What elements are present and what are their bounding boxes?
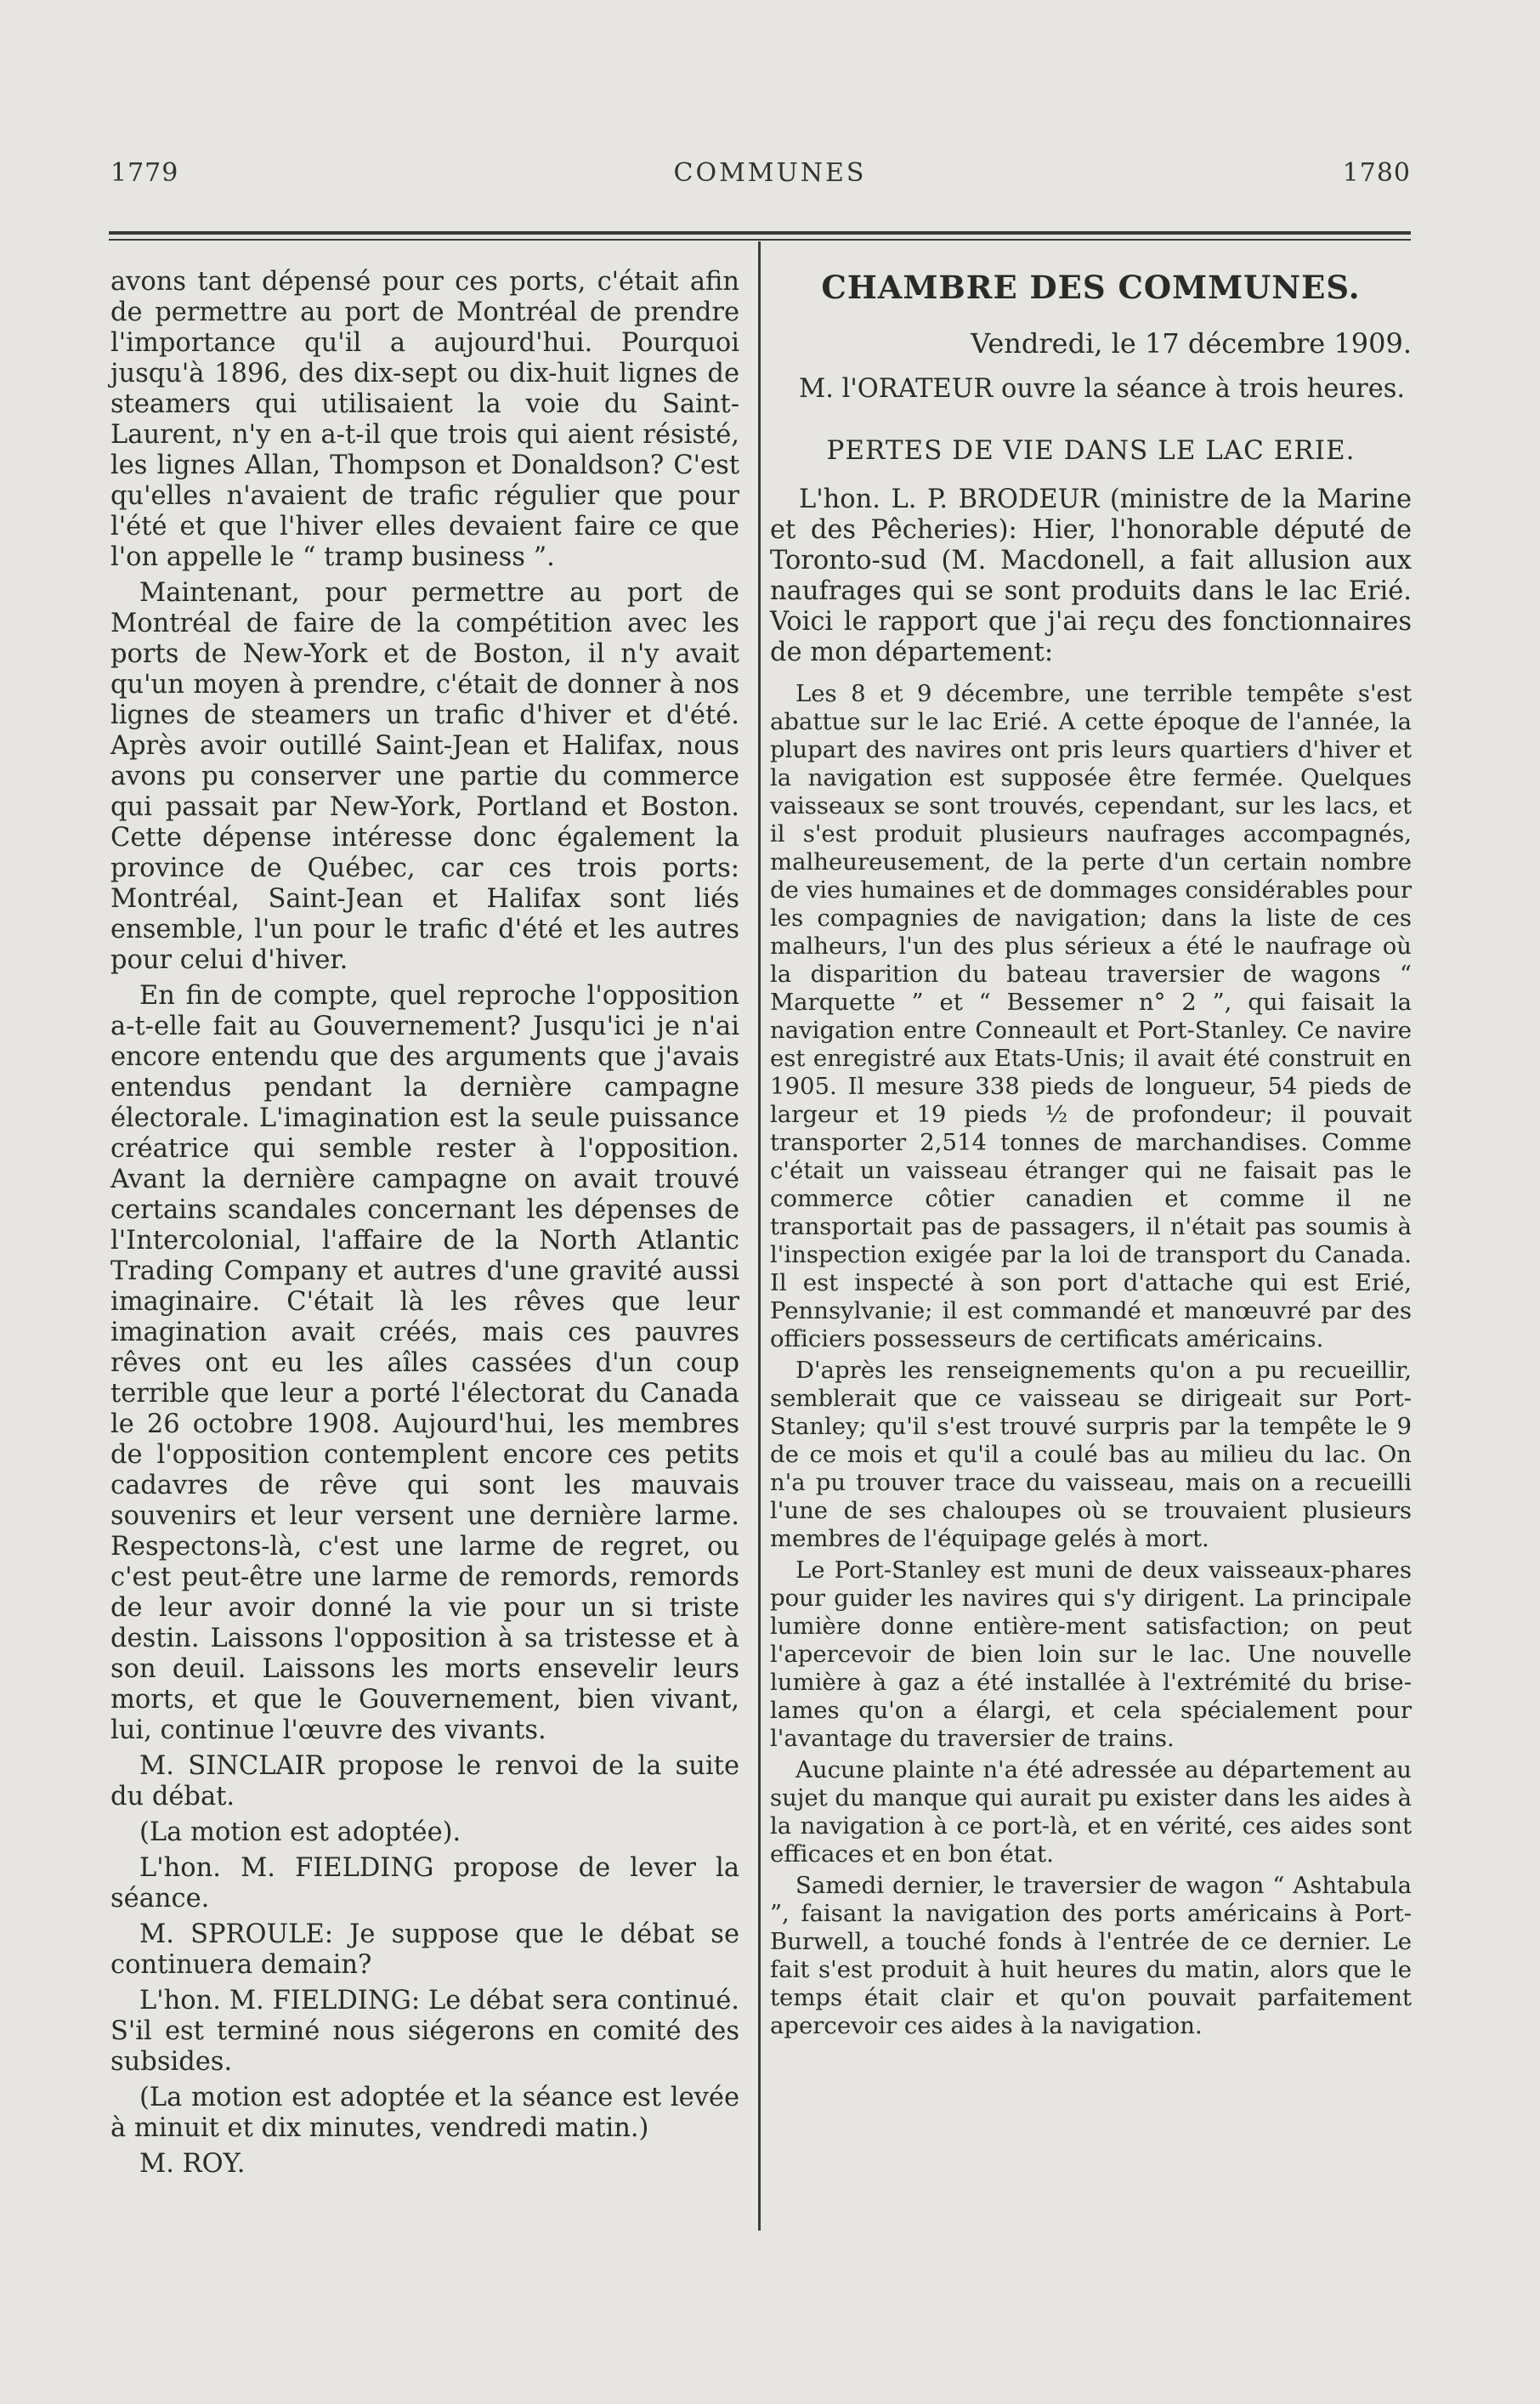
report-paragraph: Samedi dernier, le traversier de wagon “ Ashtabula ”, faisant la navigation des ports américains à Port-Burwell, a touché fonds à l'entrée de ce dernier. Le fait s'est produit à huit heures du matin, alors que le temps était clair et qu'on pouvait parfaitement apercevoir ces aides à la navigation. <box>770 1872 1412 2039</box>
paragraph: avons tant dépensé pour ces ports, c'était afin de permettre au port de Montréal de prendre l'importance qu'il a aujourd'hui. Pourquoi jusqu'à 1896, des dix-sept ou dix-huit lignes de steamers qui utilisaient la voie du Saint-Laurent, n'y en a-t-il que trois qui aient résisté, les lignes Allan, Thompson et Donaldson? C'est qu'elles n'avaient de trafic régulier que pour l'été et que l'hiver elles devaient faire ce que l'on appelle le “ tramp business ”. <box>110 267 739 572</box>
report-paragraph: Les 8 et 9 décembre, une terrible tempête s'est abattue sur le lac Erié. A cette époque de l'année, la plupart des navires ont pris leurs quartiers d'hiver et la navigation est supposée être fermée. Quelques vaisseaux se sont trouvés, cependant, sur les lacs, et il s'est produit plusieurs naufrages accompagnés, malheureusement, de la perte d'un certain nombre de vies humaines et de dommages considérables pour les compagnies de navigation; dans la liste de ces malheurs, l'un des plus sérieux a été le naufrage où la disparition du bateau traversier de wagons “ Marquette ” et “ Bessemer n° 2 ”, qui faisait la navigation entre Conneault et Port-Stanley. Ce navire est enregistré aux Etats-Unis; il avait été construit en 1905. Il mesure 338 pieds de longueur, 54 pieds de largeur et 19 pieds ½ de profondeur; il pouvait transporter 2,514 tonnes de marchandises. Comme c'était un vaisseau étranger qui ne faisait pas le commerce côtier canadien et comme il ne transportait pas de passagers, il n'était pas soumis à l'inspection exigée par la loi de transport du Canada. Il est inspecté à son port d'attache qui est Erié, Pennsylvanie; il est commandé et manœuvré par des officiers possesseurs de certificats américains. <box>770 680 1412 1352</box>
paragraph: En fin de compte, quel reproche l'opposition a-t-elle fait au Gouvernement? Jusqu'ici je n'ai encore entendu que des arguments que j'avais entendus pendant la dernière campagne électorale. L'imagination est la seule puissance créatrice qui semble rester à l'opposition. Avant la dernière campagne on avait trouvé certains scandales concernant les dépenses de l'Intercolonial, l'affaire de la North Atlantic Trading Company et autres d'une gravité aussi imaginaire. C'était là les rêves que leur imagination avait créés, mais ces pauvres rêves ont eu les aîles cassées d'un coup terrible que leur a porté l'électorat du Canada le 26 octobre 1908. Aujourd'hui, les membres de l'opposition contemplent encore ces petits cadavres de rêve qui sont les mauvais souvenirs et leur versent une dernière larme. Respectons-là, c'est une larme de regret, ou c'est peut-être une larme de remords, remords de leur avoir donné la vie pour un si triste destin. Laissons l'opposition à sa tristesse et à son deuil. Laissons les morts ensevelir leurs morts, et que le Gouvernement, bien vivant, lui, continue l'œuvre des vivants. <box>110 981 739 1745</box>
paragraph: L'hon. M. FIELDING propose de lever la séance. <box>110 1853 739 1914</box>
header-rule-thin <box>109 239 1411 241</box>
right-page-number: 1780 <box>1342 158 1411 188</box>
report-quote <box>770 680 1412 2040</box>
paragraph: (La motion est adoptée). <box>139 1817 461 1847</box>
intro-paragraph: L'hon. L. P. BRODEUR (ministre de la Marine et des Pêcheries): Hier, l'honorable député de Toronto-sud (M. Macdonell, a fait allusion aux naufrages qui se sont produits dans le lac Erié. Voici le rapport que j'ai reçu des fonctionnaires de mon département: <box>770 485 1412 667</box>
chamber-title: CHAMBRE DES COMMUNES. <box>821 269 1361 306</box>
report-paragraph: Aucune plainte n'a été adressée au département au sujet du manque qui aurait pu exister dans les aides à la navigation à ce port-là, et en vérité, ces aides sont efficaces et en bon état. <box>770 1756 1412 1868</box>
report-paragraph: D'après les renseignements qu'on a pu recueillir, semblerait que ce vaisseau se dirigeait sur Port-Stanley; qu'il s'est trouvé surpris par la tempête le 9 de ce mois et qu'il a coulé bas au milieu du lac. On n'a pu trouver trace du vaisseau, mais on a recueilli l'une de ses chaloupes où se trouvaient plusieurs membres de l'équipage gelés à mort. <box>770 1357 1412 1552</box>
report-paragraph: Le Port-Stanley est muni de deux vaisseaux-phares pour guider les navires qui s'y dirigent. La principale lumière donne entière-ment satisfaction; on peut l'apercevoir de bien loin sur le lac. Une nouvelle lumière à gaz a été installée à l'extrémité du brise-lames qu'on a élargi, et cela spécialement pour l'avantage du traversier de trains. <box>770 1556 1412 1752</box>
running-header-title: COMMUNES <box>673 158 867 188</box>
column-separator <box>758 241 761 2231</box>
speaker-signature: M. ROY. <box>139 2149 246 2179</box>
session-date: Vendredi, le 17 décembre 1909. <box>971 327 1412 360</box>
paragraph: L'hon. M. FIELDING: Le débat sera continué. S'il est terminé nous siégerons en comité des subsides. <box>110 1986 739 2077</box>
section-title: PERTES DE VIE DANS LE LAC ERIE. <box>826 435 1356 466</box>
paragraph: Maintenant, pour permettre au port de Montréal de faire de la compétition avec les ports de New-York et de Boston, il n'y avait qu'un moyen à prendre, c'était de donner à nos lignes de steamers un trafic d'hiver et d'été. Après avoir outillé Saint-Jean et Halifax, nous avons pu conserver une partie du commerce qui passait par New-York, Portland et Boston. Cette dépense intéresse donc également la province de Québec, car ces trois ports: Montréal, Saint-Jean et Halifax sont liés ensemble, l'un pour le trafic d'été et les autres pour celui d'hiver. <box>110 578 739 975</box>
header-rule-thick <box>109 231 1411 235</box>
paragraph: (La motion est adoptée et la séance est levée à minuit et dix minutes, vendredi matin.) <box>110 2083 739 2143</box>
left-column <box>110 267 739 2185</box>
paragraph: M. SINCLAIR propose le renvoi de la suite du débat. <box>110 1751 739 1812</box>
opening-paragraph: M. l'ORATEUR ouvre la séance à trois heures. <box>799 374 1406 404</box>
left-page-number: 1779 <box>110 158 179 188</box>
right-column <box>770 269 1412 2044</box>
paragraph: M. SPROULE: Je suppose que le débat se continuera demain? <box>110 1919 739 1980</box>
